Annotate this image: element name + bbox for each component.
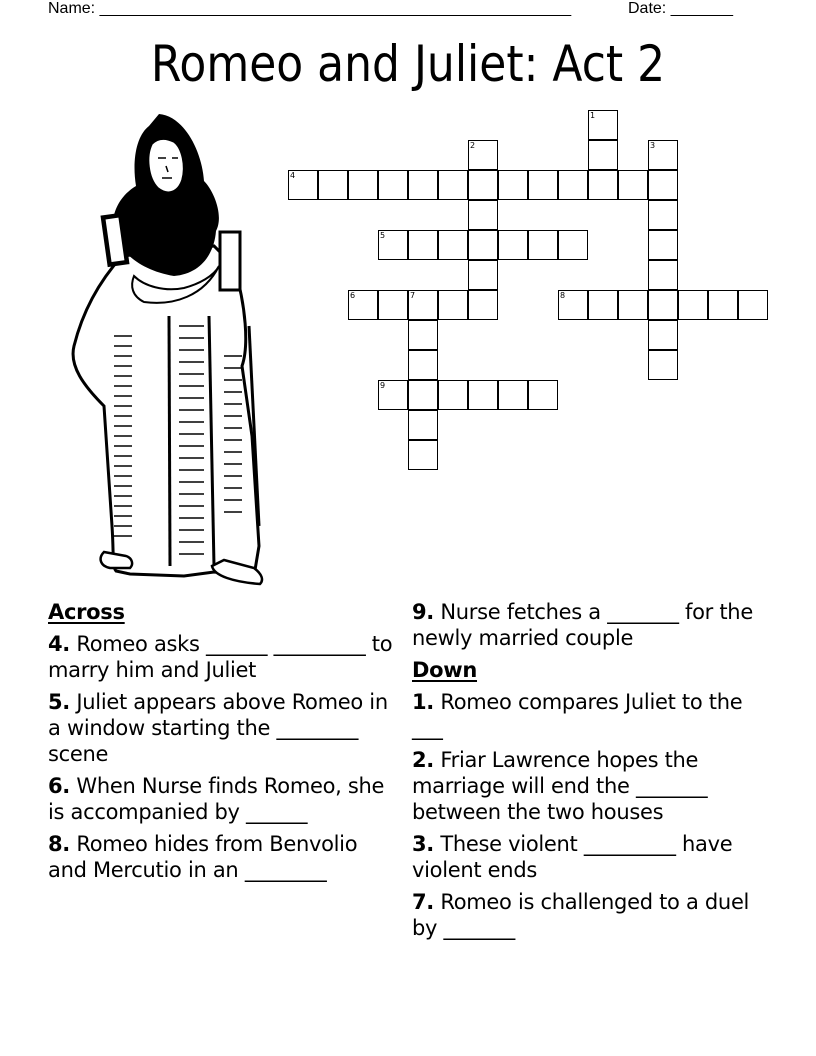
crossword-cell[interactable] xyxy=(408,380,438,410)
clue-number: 6. xyxy=(48,774,70,798)
clue-down-7 xyxy=(412,889,772,941)
crossword-cell[interactable] xyxy=(348,170,378,200)
crossword-cell[interactable] xyxy=(348,290,378,320)
crossword-cell[interactable] xyxy=(588,140,618,170)
clue-text: Friar Lawrence hopes the marriage will end the _______ between the two houses xyxy=(412,748,708,824)
crossword-cell[interactable] xyxy=(648,140,678,170)
clue-number: 9. xyxy=(412,600,434,624)
crossword-cell[interactable] xyxy=(498,170,528,200)
date-field-label: Date: _______ xyxy=(628,0,733,17)
cell-number: 5 xyxy=(380,231,386,240)
crossword-cell[interactable] xyxy=(588,290,618,320)
crossword-cell[interactable] xyxy=(438,230,468,260)
clues-right-column xyxy=(412,599,772,947)
crossword-cell[interactable] xyxy=(528,380,558,410)
clue-across-5 xyxy=(48,689,398,767)
clue-number: 3. xyxy=(412,832,434,856)
cell-number: 9 xyxy=(380,381,386,390)
crossword-cell[interactable] xyxy=(528,170,558,200)
cell-number: 2 xyxy=(470,141,476,150)
crossword-cell[interactable] xyxy=(408,230,438,260)
clue-text: Romeo hides from Benvolio and Mercutio in an ________ xyxy=(48,832,358,882)
clues-left-column xyxy=(48,599,398,889)
crossword-cell[interactable] xyxy=(408,350,438,380)
cell-number: 8 xyxy=(560,291,566,300)
crossword-cell[interactable] xyxy=(408,320,438,350)
crossword-cell[interactable] xyxy=(648,350,678,380)
crossword-cell[interactable] xyxy=(438,290,468,320)
clue-across-9 xyxy=(412,599,772,651)
clue-text: Romeo compares Juliet to the ___ xyxy=(412,690,743,740)
crossword-cell[interactable] xyxy=(468,230,498,260)
cell-number: 6 xyxy=(350,291,356,300)
clue-text: Romeo asks ______ _________ to marry him and Juliet xyxy=(48,632,393,682)
clue-down-1 xyxy=(412,689,772,741)
clue-down-3 xyxy=(412,831,772,883)
crossword-cell[interactable] xyxy=(588,170,618,200)
crossword-cell[interactable] xyxy=(648,170,678,200)
crossword-cell[interactable] xyxy=(378,290,408,320)
crossword-cell[interactable] xyxy=(498,230,528,260)
clue-down-2 xyxy=(412,747,772,825)
crossword-cell[interactable] xyxy=(678,290,708,320)
crossword-cell[interactable] xyxy=(468,290,498,320)
crossword-cell[interactable] xyxy=(558,230,588,260)
crossword-cell[interactable] xyxy=(648,290,678,320)
crossword-cell[interactable] xyxy=(618,170,648,200)
crossword-cell[interactable] xyxy=(558,170,588,200)
clue-text: Nurse fetches a _______ for the newly married couple xyxy=(412,600,753,650)
clue-number: 7. xyxy=(412,890,434,914)
across-heading: Across xyxy=(48,600,125,624)
crossword-cell[interactable] xyxy=(468,200,498,230)
crossword-cell[interactable] xyxy=(468,260,498,290)
clue-number: 1. xyxy=(412,690,434,714)
clue-across-8 xyxy=(48,831,398,883)
clue-number: 2. xyxy=(412,748,434,772)
crossword-cell[interactable] xyxy=(588,110,618,140)
name-field-label: Name: _____________________________________________________ xyxy=(48,0,572,17)
cell-number: 7 xyxy=(410,291,416,300)
crossword-cell[interactable] xyxy=(408,440,438,470)
clue-number: 8. xyxy=(48,832,70,856)
clue-text: Juliet appears above Romeo in a window starting the ________ scene xyxy=(48,690,388,766)
crossword-cell[interactable] xyxy=(648,230,678,260)
cell-number: 4 xyxy=(290,171,296,180)
crossword-cell[interactable] xyxy=(408,170,438,200)
crossword-cell[interactable] xyxy=(648,200,678,230)
crossword-cell[interactable] xyxy=(408,410,438,440)
crossword-cell[interactable] xyxy=(648,320,678,350)
cell-number: 1 xyxy=(590,111,596,120)
friar-illustration-icon xyxy=(64,106,274,592)
crossword-cell[interactable] xyxy=(438,170,468,200)
crossword-cell[interactable] xyxy=(378,170,408,200)
crossword-cell[interactable] xyxy=(738,290,768,320)
crossword-cell[interactable] xyxy=(468,170,498,200)
clue-text: Romeo is challenged to a duel by _______ xyxy=(412,890,750,940)
clue-across-6 xyxy=(48,773,398,825)
crossword-cell[interactable] xyxy=(318,170,348,200)
crossword-cell[interactable] xyxy=(378,380,408,410)
crossword-cell[interactable] xyxy=(468,140,498,170)
cell-number: 3 xyxy=(650,141,656,150)
clue-text: When Nurse finds Romeo, she is accompanied by ______ xyxy=(48,774,385,824)
crossword-cell[interactable] xyxy=(408,290,438,320)
clue-number: 4. xyxy=(48,632,70,656)
crossword-cell[interactable] xyxy=(438,380,468,410)
down-heading: Down xyxy=(412,658,478,682)
crossword-cell[interactable] xyxy=(528,230,558,260)
page-title: Romeo and Juliet: Act 2 xyxy=(150,35,666,93)
crossword-cell[interactable] xyxy=(558,290,588,320)
crossword-cell[interactable] xyxy=(618,290,648,320)
clue-text: These violent _________ have violent ends xyxy=(412,832,733,882)
crossword-cell[interactable] xyxy=(648,260,678,290)
clue-number: 5. xyxy=(48,690,70,714)
crossword-cell[interactable] xyxy=(288,170,318,200)
crossword-cell[interactable] xyxy=(708,290,738,320)
clue-across-4 xyxy=(48,631,398,683)
crossword-cell[interactable] xyxy=(468,380,498,410)
crossword-cell[interactable] xyxy=(498,380,528,410)
crossword-cell[interactable] xyxy=(378,230,408,260)
